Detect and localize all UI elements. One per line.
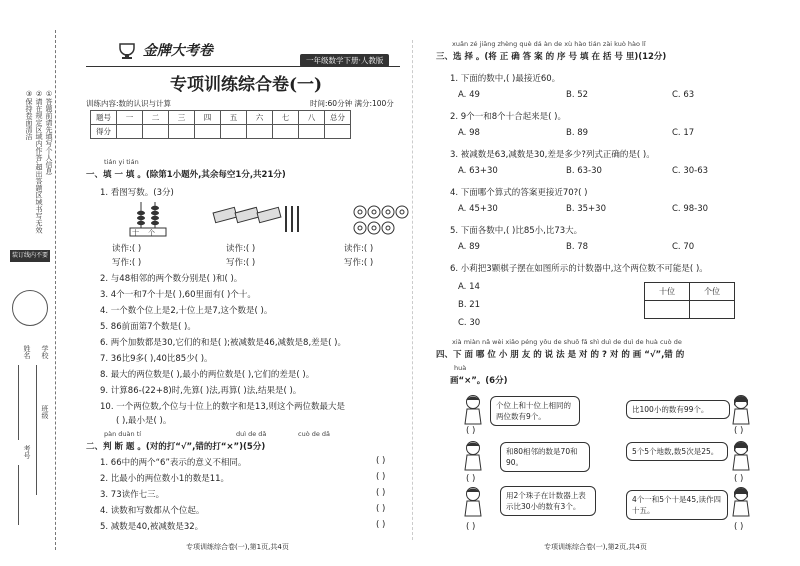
abacus-label-ones: 个 [148,229,155,237]
gutter-label-bar: 装订线内不要答题 [11,252,48,271]
pinyin: huà [454,364,467,372]
answer-paren[interactable]: ( ) [466,522,476,532]
child-icon [462,394,484,426]
grade-banner: 一年级数学下册·人教版 [300,54,389,67]
judge-item: 3. 73读作七三。 [100,490,165,500]
question: 7. 36比9多( ),40比85少( )。 [100,354,213,364]
write-line [36,365,37,495]
speech-bubble: 个位上和十位上相同的两位数有9个。 [490,396,580,426]
answer-paren[interactable]: ( ) [376,520,386,530]
question: 2. 与48相邻的两个数分别是( )和( )。 [100,274,243,284]
answer-paren[interactable]: ( ) [734,474,744,484]
choice-option[interactable]: B. 35+30 [566,204,606,214]
score-cell[interactable] [195,125,221,139]
tens-cell [645,301,690,319]
read-as[interactable]: 读作:( ) [226,244,256,254]
child-icon [730,394,752,426]
binding-line [55,30,56,550]
choice-question: 5. 下面各数中,( )比85小,比73大。 [450,226,583,236]
write-as[interactable]: 写作:( ) [226,258,256,268]
score-header: 五 [221,111,247,125]
child-icon [462,440,484,472]
speech-bubble: 和80相邻的数是70和90。 [500,442,590,472]
judge-item: 5. 减数是40,被减数是32。 [100,522,204,532]
score-header: 四 [195,111,221,125]
trophy-icon [116,42,138,60]
field-school: 学校 [41,345,49,359]
choice-option[interactable]: A. 14 [458,282,480,292]
page-divider [412,40,413,540]
answer-paren[interactable]: ( ) [734,522,744,532]
pinyin: duì de dǎ [236,430,267,438]
score-header: 七 [273,111,299,125]
abacus-label-tens: 十 [132,229,139,237]
answer-paren[interactable]: ( ) [376,472,386,482]
gutter-note: ②请在规定区域内作答,超出答题区域书写无效 [35,90,43,234]
answer-paren[interactable]: ( ) [466,426,476,436]
choice-option[interactable]: B. 52 [566,90,589,100]
tens-header: 十位 [645,283,690,301]
score-cell[interactable] [273,125,299,139]
choice-option[interactable]: B. 89 [566,128,589,138]
content-label: 训练内容:数的认识与计算 [86,99,172,108]
choice-option[interactable]: C. 63 [672,90,695,100]
read-as[interactable]: 读作:( ) [344,244,374,254]
stamp-icon [12,290,48,326]
gutter-note: ①答题前请先填写个人信息 [45,90,53,175]
child-icon [462,486,484,518]
write-as[interactable]: 写作:( ) [344,258,374,268]
page-title: 专项训练综合卷(一) [170,75,323,95]
brand-text: 金牌大考卷 [142,43,213,59]
choice-option[interactable]: C. 17 [672,128,695,138]
pinyin: tián yi tián [104,158,139,166]
score-header: 总分 [325,111,351,125]
flower-groups-icon [352,204,412,240]
speech-bubble: 5个5个地数,数5次是25。 [626,442,728,461]
score-header: 二 [143,111,169,125]
write-as[interactable]: 写作:( ) [112,258,142,268]
section3-heading: 三、选 择 。(将 正 确 答 案 的 序 号 填 在 括 号 里)(12分) [436,52,667,62]
choice-option[interactable]: B. 21 [458,300,481,310]
section4-heading: 四、下 面 哪 位 小 朋 友 的 说 法 是 对 的 ? 对 的 画 “√”,错 的 [436,350,685,360]
question-cont: ( ),最小是( )。 [116,416,172,426]
choice-question: 6. 小莉把3颗棋子摆在如图所示的计数器中,这个两位数不可能是( )。 [450,264,708,274]
answer-paren[interactable]: ( ) [376,456,386,466]
choice-option[interactable]: B. 78 [566,242,589,252]
binding-gutter [0,0,72,566]
score-row-label: 得分 [91,125,117,139]
choice-option[interactable]: B. 63-30 [566,166,602,176]
choice-question: 3. 被减数是63,减数是30,差是多少?列式正确的是( )。 [450,150,655,160]
speech-bubble: 用2个珠子在计数器上表示比30小的数有3个。 [500,486,596,516]
pinyin: pàn duàn tí [104,430,142,438]
choice-question: 4. 下面哪个算式的答案更接近70?( ) [450,188,588,198]
choice-question: 2. 9个一和8个十合起来是( )。 [450,112,566,122]
section4-heading-cont: 画“×”。(6分) [450,376,508,386]
choice-option[interactable]: C. 70 [672,242,695,252]
score-header: 八 [299,111,325,125]
field-name: 姓名 [23,345,31,359]
page-footer: 专项训练综合卷(一),第1页,共4页 [186,543,289,551]
judge-item: 4. 读数和写数都从个位起。 [100,506,205,516]
read-as[interactable]: 读作:( ) [112,244,142,254]
question: 8. 最大的两位数是( ),最小的两位数是( ),它们的差是( )。 [100,370,315,380]
answer-paren[interactable]: ( ) [734,426,744,436]
choice-question: 1. 下面的数中,( )最接近60。 [450,74,561,84]
title-rule [86,66,400,67]
question: 5. 86前面第7个数是( )。 [100,322,196,332]
score-cell[interactable] [143,125,169,139]
field-class: 班级 [41,405,49,419]
section2-heading: 二、判 断 题 。(对的打“√”,错的打“×”)(5分) [86,442,266,452]
choice-option[interactable]: A. 45+30 [458,204,498,214]
ones-header: 个位 [690,283,735,301]
score-header: 题号 [91,111,117,125]
child-icon [730,440,752,472]
choice-option[interactable]: C. 30-63 [672,166,709,176]
score-cell[interactable] [325,125,351,139]
choice-option[interactable]: C. 98-30 [672,204,709,214]
child-icon [730,486,752,518]
question: 1. 看图写数。(3分) [100,188,174,198]
stick-bundles-icon [212,204,302,234]
pinyin: xuǎn zé jiāng zhèng què dá àn de xù hào tián zài kuò hào lǐ [452,40,646,48]
score-cell[interactable] [247,125,273,139]
choice-option[interactable]: A. 49 [458,90,480,100]
answer-paren[interactable]: ( ) [466,474,476,484]
time-score: 时间:60分钟 满分:100分 [310,99,394,108]
pinyin: xià miàn nǎ wèi xiǎo péng yǒu de shuō fǎ shì duì de duì de huà cuò de [452,338,682,346]
speech-bubble: 4个一和5个十是45,读作四十五。 [626,490,728,520]
score-table [90,110,351,139]
judge-item: 1. 66中的两个“6”表示的意义不相同。 [100,458,247,468]
speech-bubble: 比100小的数有99个。 [626,400,730,419]
choice-option[interactable]: A. 63+30 [458,166,498,176]
choice-option[interactable]: A. 98 [458,128,480,138]
gutter-note: ③保持卷面清洁 [25,90,33,140]
score-cell[interactable] [299,125,325,139]
answer-paren[interactable]: ( ) [376,504,386,514]
choice-option[interactable]: C. 30 [458,318,481,328]
score-header: 三 [169,111,195,125]
answer-paren[interactable]: ( ) [376,488,386,498]
score-cell[interactable] [221,125,247,139]
write-line [18,365,19,440]
question: 3. 4个一和7个十是( ),60里面有( )个十。 [100,290,256,300]
judge-item: 2. 比最小的两位数小1的数是11。 [100,474,230,484]
score-header: 六 [247,111,273,125]
score-cell[interactable] [117,125,143,139]
question: 10. 一个两位数,个位与十位上的数字和是13,则这个两位数最大是 [100,402,345,412]
question: 6. 两个加数都是30,它们的和是( );被减数是46,减数是8,差是( )。 [100,338,346,348]
question: 4. 一个数个位上是2,十位上是7,这个数是( )。 [100,306,273,316]
section1-heading: 一、填 一 填 。(除第1小题外,其余每空1分,共21分) [86,170,286,180]
question: 9. 计算86-(22+8)时,先算( )法,再算( )法,结果是( )。 [100,386,302,396]
page-footer: 专项训练综合卷(一),第2页,共4页 [544,543,647,551]
pinyin: cuò de dǎ [298,430,331,438]
ones-cell [690,301,735,319]
brand-logo [116,40,213,60]
score-cell[interactable] [169,125,195,139]
score-header: 一 [117,111,143,125]
place-value-table [644,282,735,319]
field-id: 考号 [23,445,31,459]
write-line [18,465,19,525]
choice-option[interactable]: A. 89 [458,242,480,252]
